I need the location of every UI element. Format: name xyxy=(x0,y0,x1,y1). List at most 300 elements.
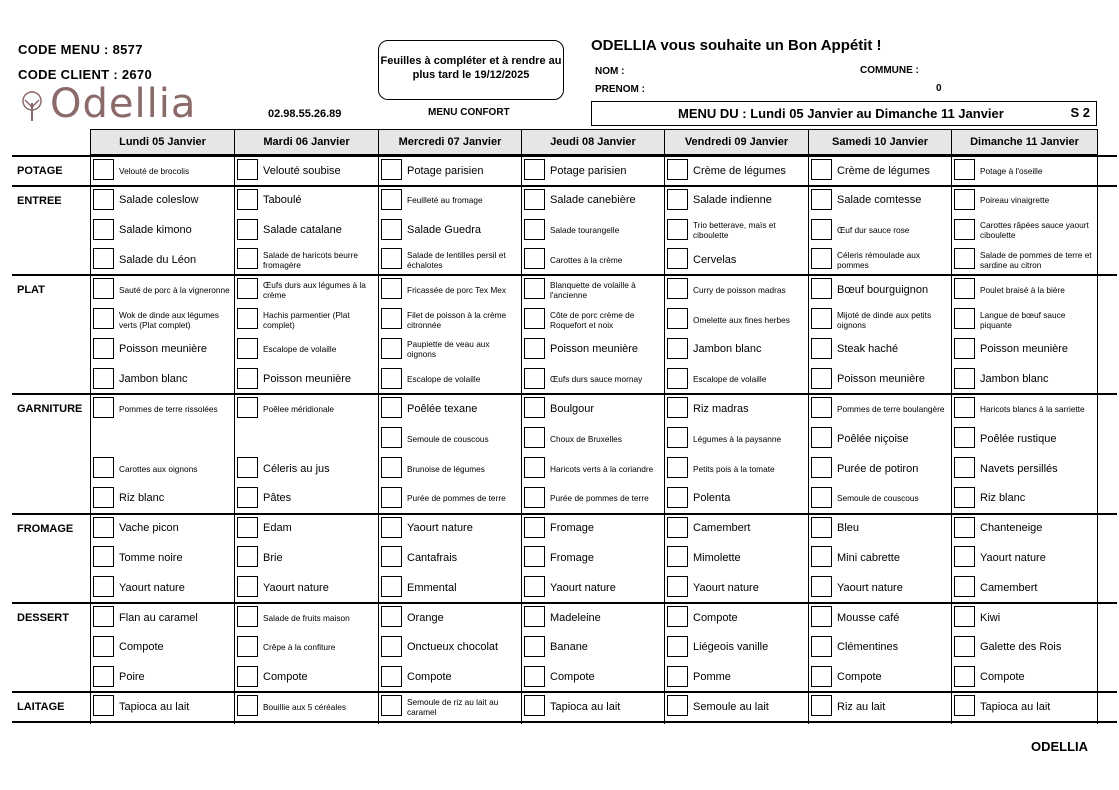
menu-option xyxy=(522,245,664,274)
dish-label: Wok de dinde aux légumes verts (Plat complet) xyxy=(119,309,219,330)
dish-label: Crème de légumes xyxy=(693,164,786,177)
menu-option xyxy=(235,633,378,662)
menu-option xyxy=(665,454,808,483)
selection-checkbox[interactable] xyxy=(667,368,688,389)
menu-option xyxy=(952,275,1097,304)
selection-checkbox[interactable] xyxy=(237,278,258,299)
selection-checkbox[interactable] xyxy=(667,576,688,597)
selection-checkbox[interactable] xyxy=(93,546,114,567)
day-header: Dimanche 11 Janvier xyxy=(951,129,1098,155)
menu-option xyxy=(379,335,521,364)
menu-option xyxy=(235,365,378,394)
selection-checkbox[interactable] xyxy=(811,159,832,180)
selection-checkbox[interactable] xyxy=(381,278,402,299)
dish-label: Madeleine xyxy=(550,611,601,624)
selection-checkbox[interactable] xyxy=(93,219,114,240)
selection-checkbox[interactable] xyxy=(524,457,545,478)
selection-checkbox[interactable] xyxy=(381,666,402,687)
menu-option xyxy=(379,603,521,632)
dish-label: Potage à l'oseille xyxy=(980,165,1043,176)
selection-checkbox[interactable] xyxy=(381,397,402,418)
dish-label: Haricots verts à la coriandre xyxy=(550,463,654,474)
menu-option xyxy=(809,305,951,334)
selection-checkbox[interactable] xyxy=(524,606,545,627)
selection-checkbox[interactable] xyxy=(93,457,114,478)
menu-option xyxy=(235,514,378,543)
selection-checkbox[interactable] xyxy=(524,219,545,240)
selection-checkbox[interactable] xyxy=(667,248,688,269)
dish-label: Emmental xyxy=(407,581,457,594)
logo-text: Odellia xyxy=(50,81,197,127)
dish-label: Yaourt nature xyxy=(407,522,473,535)
selection-checkbox[interactable] xyxy=(237,457,258,478)
selection-checkbox[interactable] xyxy=(93,368,114,389)
menu-option xyxy=(809,424,951,453)
selection-checkbox[interactable] xyxy=(524,487,545,508)
selection-checkbox[interactable] xyxy=(954,695,975,716)
selection-checkbox[interactable] xyxy=(237,248,258,269)
section-divider xyxy=(12,721,1117,723)
dish-label: Poisson meunière xyxy=(837,373,926,386)
dish-label: Poire xyxy=(119,671,145,684)
category-potage: POTAGE xyxy=(17,165,63,177)
selection-checkbox[interactable] xyxy=(667,457,688,478)
selection-checkbox[interactable] xyxy=(381,368,402,389)
menu-option xyxy=(91,692,234,721)
selection-checkbox[interactable] xyxy=(93,338,114,359)
selection-checkbox[interactable] xyxy=(93,189,114,210)
selection-checkbox[interactable] xyxy=(811,397,832,418)
dish-label: Camembert xyxy=(693,522,751,535)
selection-checkbox[interactable] xyxy=(954,219,975,240)
dish-label: Tapioca au lait xyxy=(550,700,621,713)
menu-option xyxy=(235,216,378,245)
menu-option xyxy=(952,216,1097,245)
dish-label: Salade catalane xyxy=(263,224,342,237)
dish-label: Légumes à la paysanne xyxy=(693,433,782,444)
selection-checkbox[interactable] xyxy=(667,636,688,657)
selection-checkbox[interactable] xyxy=(237,219,258,240)
menu-option xyxy=(91,186,234,215)
selection-checkbox[interactable] xyxy=(381,219,402,240)
dish-label: Yaourt nature xyxy=(550,581,616,594)
selection-checkbox[interactable] xyxy=(524,189,545,210)
selection-checkbox[interactable] xyxy=(237,636,258,657)
menu-option xyxy=(809,633,951,662)
dish-label: Fromage xyxy=(550,551,595,564)
menu-option xyxy=(235,663,378,692)
menu-option xyxy=(809,216,951,245)
selection-checkbox[interactable] xyxy=(237,308,258,329)
selection-checkbox[interactable] xyxy=(524,248,545,269)
dish-label: Taboulé xyxy=(263,194,302,207)
selection-checkbox[interactable] xyxy=(524,308,545,329)
selection-checkbox[interactable] xyxy=(667,666,688,687)
menu-option xyxy=(522,424,664,453)
selection-checkbox[interactable] xyxy=(237,666,258,687)
menu-option xyxy=(665,245,808,274)
menu-option xyxy=(235,573,378,602)
dish-label: Hachis parmentier (Plat complet) xyxy=(263,309,350,330)
dish-label: Salade de haricots beurre fromagère xyxy=(263,249,359,270)
selection-checkbox[interactable] xyxy=(811,636,832,657)
selection-checkbox[interactable] xyxy=(667,517,688,538)
dish-label: Pommes de terre boulangère xyxy=(837,403,945,414)
prenom-label: PRENOM : xyxy=(595,84,645,95)
menu-option xyxy=(91,633,234,662)
selection-checkbox[interactable] xyxy=(811,278,832,299)
selection-checkbox[interactable] xyxy=(811,487,832,508)
commune-value: 0 xyxy=(936,83,942,94)
menu-option xyxy=(809,156,951,185)
menu-option xyxy=(952,335,1097,364)
dish-label: Semoule de riz au lait au caramel xyxy=(407,696,499,717)
selection-checkbox[interactable] xyxy=(93,517,114,538)
selection-checkbox[interactable] xyxy=(954,159,975,180)
menu-option xyxy=(665,394,808,423)
day-header: Samedi 10 Janvier xyxy=(808,129,952,155)
selection-checkbox[interactable] xyxy=(524,695,545,716)
selection-checkbox[interactable] xyxy=(667,606,688,627)
menu-option xyxy=(952,543,1097,572)
selection-checkbox[interactable] xyxy=(381,636,402,657)
menu-option xyxy=(235,484,378,513)
menu-option xyxy=(522,514,664,543)
menu-option xyxy=(665,633,808,662)
menu-option xyxy=(91,275,234,304)
selection-checkbox[interactable] xyxy=(954,189,975,210)
dish-label: Salade de pommes de terre et sardine au citron xyxy=(980,249,1092,270)
menu-option xyxy=(952,484,1097,513)
menu-option xyxy=(952,514,1097,543)
selection-checkbox[interactable] xyxy=(93,308,114,329)
menu-option xyxy=(809,186,951,215)
selection-checkbox[interactable] xyxy=(237,159,258,180)
selection-checkbox[interactable] xyxy=(667,695,688,716)
selection-checkbox[interactable] xyxy=(667,189,688,210)
selection-checkbox[interactable] xyxy=(524,666,545,687)
selection-checkbox[interactable] xyxy=(667,397,688,418)
selection-checkbox[interactable] xyxy=(667,278,688,299)
dish-label: Jambon blanc xyxy=(693,343,762,356)
dish-label: Steak haché xyxy=(837,343,899,356)
menu-option xyxy=(379,275,521,304)
menu-option xyxy=(952,365,1097,394)
selection-checkbox[interactable] xyxy=(381,457,402,478)
selection-checkbox[interactable] xyxy=(811,338,832,359)
selection-checkbox[interactable] xyxy=(381,546,402,567)
dish-label: Carottes râpées sauce yaourt ciboulette xyxy=(980,220,1089,241)
selection-checkbox[interactable] xyxy=(524,517,545,538)
selection-checkbox[interactable] xyxy=(381,248,402,269)
menu-option xyxy=(379,365,521,394)
selection-checkbox[interactable] xyxy=(954,248,975,269)
selection-checkbox[interactable] xyxy=(237,487,258,508)
dish-label: Mimolette xyxy=(693,551,741,564)
selection-checkbox[interactable] xyxy=(667,427,688,448)
selection-checkbox[interactable] xyxy=(381,159,402,180)
selection-checkbox[interactable] xyxy=(93,666,114,687)
dish-label: Feuilleté au fromage xyxy=(407,195,483,206)
menu-option xyxy=(235,245,378,274)
selection-checkbox[interactable] xyxy=(811,368,832,389)
selection-checkbox[interactable] xyxy=(381,338,402,359)
deadline-box: Feuilles à compléter et à rendre au plus tard le 19/12/2025 xyxy=(378,40,564,100)
menu-option xyxy=(952,573,1097,602)
menu-option xyxy=(809,573,951,602)
selection-checkbox[interactable] xyxy=(237,397,258,418)
selection-checkbox[interactable] xyxy=(954,427,975,448)
menu-option xyxy=(665,603,808,632)
selection-checkbox[interactable] xyxy=(811,189,832,210)
selection-checkbox[interactable] xyxy=(667,546,688,567)
selection-checkbox[interactable] xyxy=(667,308,688,329)
dish-label: Liégeois vanille xyxy=(693,641,769,654)
selection-checkbox[interactable] xyxy=(954,636,975,657)
menu-option xyxy=(809,543,951,572)
menu-option xyxy=(235,305,378,334)
selection-checkbox[interactable] xyxy=(811,546,832,567)
dish-label: Semoule au lait xyxy=(693,700,769,713)
day-header: Mardi 06 Janvier xyxy=(234,129,379,155)
selection-checkbox[interactable] xyxy=(954,546,975,567)
menu-option xyxy=(235,156,378,185)
selection-checkbox[interactable] xyxy=(667,219,688,240)
selection-checkbox[interactable] xyxy=(811,308,832,329)
menu-option xyxy=(809,335,951,364)
dish-label: Œufs durs sauce mornay xyxy=(550,374,643,385)
dish-label: Salade du Léon xyxy=(119,253,197,266)
menu-option xyxy=(235,692,378,721)
dish-label: Bœuf bourguignon xyxy=(837,283,929,296)
dish-label: Navets persillés xyxy=(980,462,1058,475)
menu-option xyxy=(91,543,234,572)
dish-label: Œufs durs aux légumes à la crème xyxy=(263,279,366,300)
dish-label: Poisson meunière xyxy=(263,373,352,386)
category-fromage: FROMAGE xyxy=(17,522,74,535)
dish-label: Salade comtesse xyxy=(837,194,922,207)
selection-checkbox[interactable] xyxy=(237,695,258,716)
dish-label: Paupiette de veau aux oignons xyxy=(407,339,490,360)
selection-checkbox[interactable] xyxy=(237,517,258,538)
selection-checkbox[interactable] xyxy=(93,636,114,657)
menu-option xyxy=(379,484,521,513)
selection-checkbox[interactable] xyxy=(93,576,114,597)
selection-checkbox[interactable] xyxy=(954,576,975,597)
category-garniture: GARNITURE xyxy=(17,403,83,416)
menu-option xyxy=(665,484,808,513)
selection-checkbox[interactable] xyxy=(381,189,402,210)
menu-option xyxy=(809,394,951,423)
dish-label: Poisson meunière xyxy=(980,343,1069,356)
selection-checkbox[interactable] xyxy=(954,338,975,359)
selection-checkbox[interactable] xyxy=(524,278,545,299)
code-client: CODE CLIENT : 2670 xyxy=(18,67,152,82)
menu-option xyxy=(809,663,951,692)
dish-label: Purée de pommes de terre xyxy=(550,493,649,504)
selection-checkbox[interactable] xyxy=(811,695,832,716)
dish-label: Mini cabrette xyxy=(837,551,900,564)
selection-checkbox[interactable] xyxy=(237,546,258,567)
dish-label: Bleu xyxy=(837,522,860,535)
selection-checkbox[interactable] xyxy=(954,368,975,389)
selection-checkbox[interactable] xyxy=(667,159,688,180)
selection-checkbox[interactable] xyxy=(954,606,975,627)
dish-label: Salade tourangelle xyxy=(550,225,620,236)
menu-option xyxy=(91,245,234,274)
selection-checkbox[interactable] xyxy=(381,695,402,716)
menu-option xyxy=(91,365,234,394)
selection-checkbox[interactable] xyxy=(524,397,545,418)
dish-label: Salade indienne xyxy=(693,194,772,207)
dish-label: Filet de poisson à la crème citronnée xyxy=(407,309,507,330)
selection-checkbox[interactable] xyxy=(93,278,114,299)
day-header: Lundi 05 Janvier xyxy=(90,129,235,155)
selection-checkbox[interactable] xyxy=(667,487,688,508)
menu-option xyxy=(522,275,664,304)
selection-checkbox[interactable] xyxy=(237,189,258,210)
selection-checkbox[interactable] xyxy=(954,457,975,478)
dish-label: Crème de légumes xyxy=(837,164,930,177)
selection-checkbox[interactable] xyxy=(811,666,832,687)
menu-option xyxy=(522,305,664,334)
selection-checkbox[interactable] xyxy=(93,487,114,508)
dish-label: Escalope de volaille xyxy=(263,344,337,355)
selection-checkbox[interactable] xyxy=(811,219,832,240)
selection-checkbox[interactable] xyxy=(237,606,258,627)
selection-checkbox[interactable] xyxy=(811,517,832,538)
selection-checkbox[interactable] xyxy=(811,457,832,478)
commune-label: COMMUNE : xyxy=(860,65,919,76)
menu-option xyxy=(379,633,521,662)
dish-label: Purée de potiron xyxy=(837,462,919,475)
selection-checkbox[interactable] xyxy=(954,278,975,299)
selection-checkbox[interactable] xyxy=(381,308,402,329)
dish-label: Potage parisien xyxy=(407,164,484,177)
menu-option xyxy=(91,156,234,185)
menu-option xyxy=(522,573,664,602)
menu-option xyxy=(665,543,808,572)
dish-label: Banane xyxy=(550,641,588,654)
selection-checkbox[interactable] xyxy=(811,427,832,448)
selection-checkbox[interactable] xyxy=(524,636,545,657)
menu-option xyxy=(235,275,378,304)
selection-checkbox[interactable] xyxy=(954,308,975,329)
menu-option xyxy=(522,543,664,572)
selection-checkbox[interactable] xyxy=(381,427,402,448)
column-divider xyxy=(1097,156,1098,724)
dish-label: Salade canebière xyxy=(550,194,636,207)
menu-option xyxy=(522,603,664,632)
menu-option xyxy=(91,573,234,602)
dish-label: Salade Guedra xyxy=(407,224,481,237)
menu-option xyxy=(952,186,1097,215)
dish-label: Cantafrais xyxy=(407,551,458,564)
selection-checkbox[interactable] xyxy=(381,576,402,597)
selection-checkbox[interactable] xyxy=(524,546,545,567)
dish-label: Poêlee méridionale xyxy=(263,403,335,414)
dish-label: Jambon blanc xyxy=(119,373,188,386)
selection-checkbox[interactable] xyxy=(381,517,402,538)
selection-checkbox[interactable] xyxy=(524,338,545,359)
menu-option xyxy=(91,394,234,423)
dish-label: Galette des Rois xyxy=(980,641,1062,654)
dish-label: Brunoise de légumes xyxy=(407,463,485,474)
selection-checkbox[interactable] xyxy=(811,576,832,597)
selection-checkbox[interactable] xyxy=(524,576,545,597)
menu-option xyxy=(809,275,951,304)
selection-checkbox[interactable] xyxy=(93,695,114,716)
dish-label: Pomme xyxy=(693,671,731,684)
dish-label: Pâtes xyxy=(263,492,292,505)
menu-option xyxy=(379,663,521,692)
menu-option xyxy=(91,484,234,513)
dish-label: Tomme noire xyxy=(119,551,183,564)
dish-label: Trio betterave, maïs et ciboulette xyxy=(693,220,776,241)
selection-checkbox[interactable] xyxy=(237,368,258,389)
dish-label: Yaourt nature xyxy=(119,581,185,594)
menu-option xyxy=(91,305,234,334)
menu-option xyxy=(235,603,378,632)
dish-label: Langue de bœuf sauce piquante xyxy=(980,309,1066,330)
dish-label: Poêlée niçoise xyxy=(837,432,909,445)
menu-option xyxy=(665,663,808,692)
menu-option xyxy=(522,633,664,662)
dish-label: Sauté de porc à la vigneronne xyxy=(119,284,230,295)
menu-option xyxy=(665,514,808,543)
menu-option xyxy=(91,335,234,364)
selection-checkbox[interactable] xyxy=(954,397,975,418)
selection-checkbox[interactable] xyxy=(237,576,258,597)
dish-label: Yaourt nature xyxy=(263,581,329,594)
menu-option xyxy=(522,454,664,483)
menu-option xyxy=(665,335,808,364)
selection-checkbox[interactable] xyxy=(954,487,975,508)
menu-option xyxy=(952,156,1097,185)
menu-option xyxy=(235,454,378,483)
selection-checkbox[interactable] xyxy=(524,368,545,389)
selection-checkbox[interactable] xyxy=(811,606,832,627)
selection-checkbox[interactable] xyxy=(954,666,975,687)
selection-checkbox[interactable] xyxy=(93,397,114,418)
menu-type: MENU CONFORT xyxy=(428,107,510,118)
dish-label: Compote xyxy=(693,611,738,624)
selection-checkbox[interactable] xyxy=(381,606,402,627)
selection-checkbox[interactable] xyxy=(93,606,114,627)
dish-label: Riz blanc xyxy=(119,492,165,505)
dish-label: Curry de poisson madras xyxy=(693,284,786,295)
menu-option xyxy=(379,216,521,245)
dish-label: Compote xyxy=(837,671,882,684)
selection-checkbox[interactable] xyxy=(381,487,402,508)
selection-checkbox[interactable] xyxy=(524,427,545,448)
dish-label: Escalope de volaille xyxy=(407,374,481,385)
tree-icon xyxy=(12,89,52,123)
selection-checkbox[interactable] xyxy=(93,159,114,180)
menu-option xyxy=(379,245,521,274)
selection-checkbox[interactable] xyxy=(93,248,114,269)
selection-checkbox[interactable] xyxy=(524,159,545,180)
selection-checkbox[interactable] xyxy=(667,338,688,359)
dish-label: Brie xyxy=(263,551,283,564)
dish-label: Polenta xyxy=(693,492,731,505)
dish-label: Edam xyxy=(263,522,292,535)
selection-checkbox[interactable] xyxy=(811,248,832,269)
selection-checkbox[interactable] xyxy=(237,338,258,359)
menu-option xyxy=(952,603,1097,632)
selection-checkbox[interactable] xyxy=(954,517,975,538)
dish-label: Crêpe à la confiture xyxy=(263,642,336,653)
